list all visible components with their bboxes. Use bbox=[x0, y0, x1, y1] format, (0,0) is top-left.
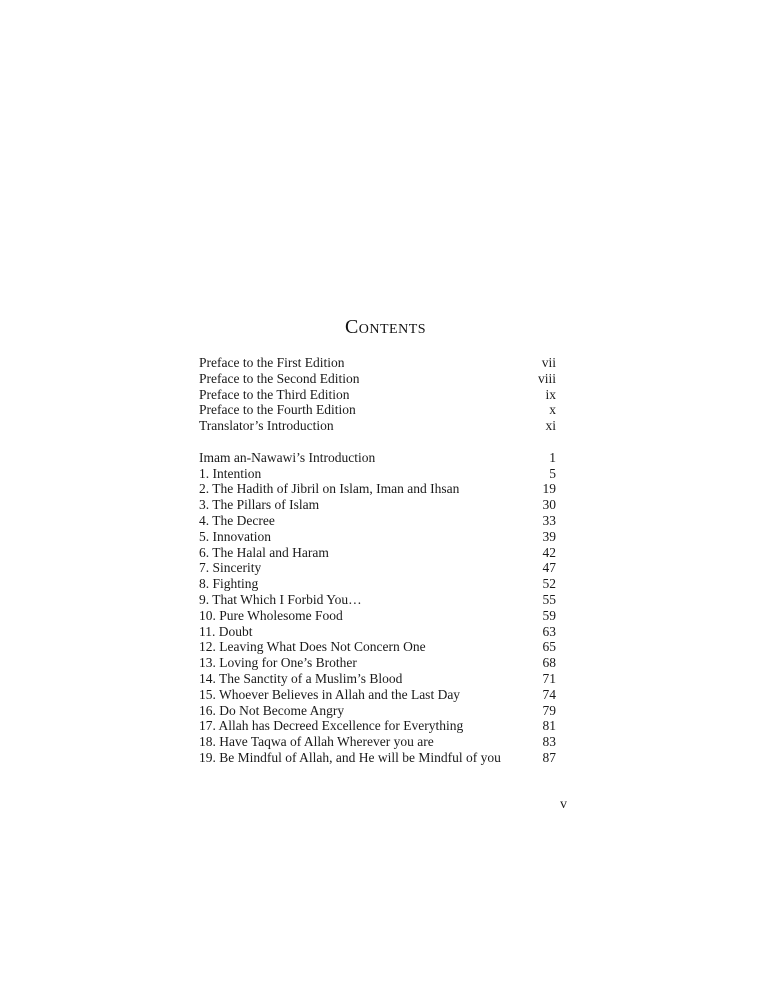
toc-entry[interactable] bbox=[199, 703, 556, 719]
toc-entry-page-number: 42 bbox=[542, 544, 556, 560]
toc-entry[interactable] bbox=[199, 387, 556, 403]
toc-entry-title: Preface to the Third Edition bbox=[199, 386, 350, 402]
toc-entry[interactable] bbox=[199, 418, 556, 434]
toc-entry-title: 9. That Which I Forbid You… bbox=[199, 591, 362, 607]
toc-entry-title: 1. Intention bbox=[199, 465, 262, 481]
toc-entry-page-number: 65 bbox=[542, 639, 556, 655]
toc-entry-title: 4. The Decree bbox=[199, 512, 275, 528]
toc-entry-title: 14. The Sanctity of a Muslim’s Blood bbox=[199, 670, 403, 686]
toc-entry-page-number: 83 bbox=[542, 734, 556, 750]
toc-entry[interactable] bbox=[199, 497, 556, 513]
toc-entry-title: Preface to the Second Edition bbox=[199, 370, 360, 386]
toc-entry[interactable] bbox=[199, 402, 556, 418]
toc-entry-page-number: 79 bbox=[542, 702, 556, 718]
toc-entry[interactable] bbox=[199, 466, 556, 482]
toc-entry-page-number: 63 bbox=[542, 623, 556, 639]
page-title: Contents bbox=[344, 316, 427, 338]
toc-entry-title: 13. Loving for One’s Brother bbox=[199, 655, 357, 671]
toc-entry-title: 12. Leaving What Does Not Concern One bbox=[199, 639, 426, 655]
toc-entry-page-number: 5 bbox=[549, 465, 556, 481]
toc-entry-page-number: ix bbox=[545, 386, 556, 402]
toc-entry-title: 10. Pure Wholesome Food bbox=[199, 607, 343, 623]
toc-entry-title: 11. Doubt bbox=[199, 623, 253, 639]
toc-entry-page-number: 59 bbox=[542, 607, 556, 623]
toc-entry[interactable] bbox=[199, 545, 556, 561]
toc-entry-title: 3. The Pillars of Islam bbox=[199, 497, 320, 513]
toc-entry-page-number: 81 bbox=[542, 718, 556, 734]
toc-entry[interactable] bbox=[199, 529, 556, 545]
toc-entry[interactable] bbox=[199, 371, 556, 387]
toc-entry[interactable] bbox=[199, 355, 556, 371]
toc-entry[interactable] bbox=[199, 513, 556, 529]
toc-entry-title: 17. Allah has Decreed Excellence for Everything bbox=[199, 718, 464, 734]
toc-entry[interactable] bbox=[199, 655, 556, 671]
toc-entry[interactable] bbox=[199, 576, 556, 592]
toc-entry-title: Translator’s Introduction bbox=[199, 418, 334, 434]
toc-entry-page-number: 52 bbox=[542, 576, 556, 592]
toc-entry[interactable] bbox=[199, 639, 556, 655]
toc-entry[interactable] bbox=[199, 718, 556, 734]
toc-entry[interactable] bbox=[199, 687, 556, 703]
toc-entry-title: Preface to the First Edition bbox=[199, 355, 345, 370]
toc-entry[interactable] bbox=[199, 560, 556, 576]
toc-entry-page-number: 33 bbox=[542, 512, 556, 528]
toc-entry-page-number: 30 bbox=[542, 497, 556, 513]
toc-entry-page-number: 1 bbox=[549, 449, 556, 465]
toc-entry-title: 5. Innovation bbox=[199, 528, 271, 544]
toc-entry-page-number: 47 bbox=[542, 560, 556, 576]
page-number: v bbox=[560, 797, 567, 812]
toc-entry[interactable] bbox=[199, 734, 556, 750]
table-of-contents bbox=[199, 355, 556, 766]
toc-entry-title: Imam an-Nawawi’s Introduction bbox=[199, 449, 376, 465]
toc-entry-page-number: 19 bbox=[542, 481, 556, 497]
toc-entry-page-number: 74 bbox=[542, 686, 556, 702]
toc-entry-title: 7. Sincerity bbox=[199, 560, 262, 576]
toc-entry-page-number: 39 bbox=[542, 528, 556, 544]
toc-entry-title: 18. Have Taqwa of Allah Wherever you are bbox=[199, 734, 434, 750]
toc-entry-page-number: vii bbox=[541, 355, 556, 370]
toc-entry[interactable] bbox=[199, 750, 556, 766]
toc-entry[interactable] bbox=[199, 450, 556, 466]
toc-entry[interactable] bbox=[199, 592, 556, 608]
toc-entry-title: 8. Fighting bbox=[199, 576, 259, 592]
toc-entry-page-number: 87 bbox=[542, 749, 556, 765]
toc-entry-title: 2. The Hadith of Jibril on Islam, Iman and Ihsan bbox=[199, 481, 460, 497]
toc-entry[interactable] bbox=[199, 624, 556, 640]
toc-entry-title: 15. Whoever Believes in Allah and the Last Day bbox=[199, 686, 461, 702]
toc-entry-page-number: x bbox=[549, 402, 556, 418]
toc-entry-title: 6. The Halal and Haram bbox=[199, 544, 329, 560]
toc-entry-page-number: 71 bbox=[542, 670, 556, 686]
chapter-list bbox=[199, 450, 556, 766]
toc-entry-page-number: 55 bbox=[542, 591, 556, 607]
toc-entry[interactable] bbox=[199, 481, 556, 497]
toc-entry-page-number: 68 bbox=[542, 655, 556, 671]
toc-entry[interactable] bbox=[199, 671, 556, 687]
toc-entry-title: Preface to the Fourth Edition bbox=[199, 402, 356, 418]
toc-entry-title: 19. Be Mindful of Allah, and He will be Mindful of you bbox=[199, 749, 501, 765]
front-matter-list bbox=[199, 355, 556, 434]
toc-entry[interactable] bbox=[199, 608, 556, 624]
toc-entry-page-number: viii bbox=[537, 370, 556, 386]
toc-entry-title: 16. Do Not Become Angry bbox=[199, 702, 345, 718]
toc-entry-page-number: xi bbox=[545, 418, 556, 434]
